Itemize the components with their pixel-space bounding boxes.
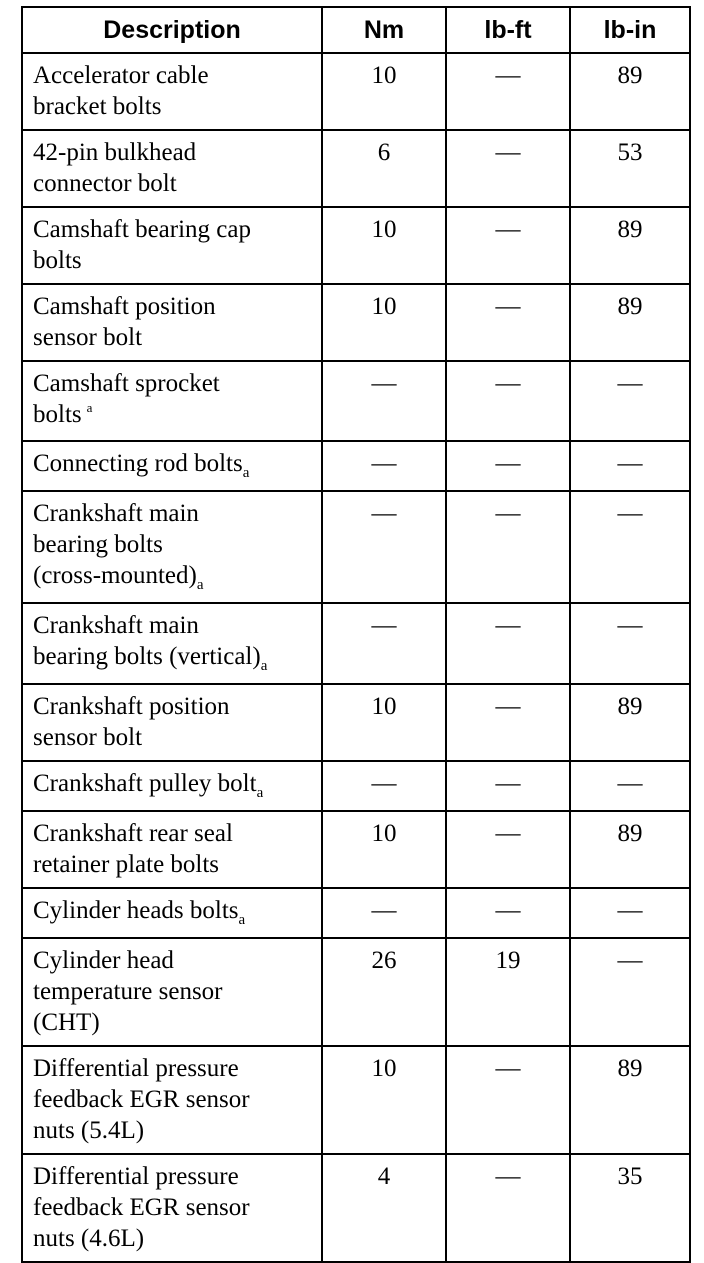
description-cell xyxy=(22,761,322,811)
table-row xyxy=(22,130,690,207)
nm-cell: — xyxy=(322,441,446,491)
description-line: Crankshaft rear seal xyxy=(33,820,233,847)
nm-cell: — xyxy=(322,888,446,938)
description-cell xyxy=(22,284,322,361)
lb-in-cell: 89 xyxy=(570,1046,690,1154)
lb-ft-cell: 19 xyxy=(446,938,570,1046)
table-row xyxy=(22,938,690,1046)
lb-in-cell: — xyxy=(570,361,690,441)
table-row xyxy=(22,888,690,938)
footnote-marker: a xyxy=(238,912,246,928)
header-lb-in: lb-in xyxy=(570,7,690,53)
footnote-marker: a xyxy=(256,785,264,801)
nm-cell: — xyxy=(322,361,446,441)
description-line: sensor bolt xyxy=(33,324,143,351)
table-row xyxy=(22,53,690,130)
lb-ft-cell: — xyxy=(446,761,570,811)
nm-cell: 4 xyxy=(322,1154,446,1262)
lb-ft-cell: — xyxy=(446,1046,570,1154)
table-row xyxy=(22,284,690,361)
description-line: feedback EGR sensor xyxy=(33,1086,250,1113)
lb-ft-cell: — xyxy=(446,130,570,207)
description-line: Cylinder head xyxy=(33,947,174,974)
description-line: Cylinder heads bolts xyxy=(33,897,239,924)
description-line: bolts xyxy=(33,247,82,274)
description-cell xyxy=(22,1154,322,1262)
description-line: Camshaft bearing cap xyxy=(33,216,251,243)
description-line: Differential pressure xyxy=(33,1163,239,1190)
description-cell xyxy=(22,130,322,207)
description-line: Crankshaft pulley bolt xyxy=(33,770,257,797)
description-line: sensor bolt xyxy=(33,724,143,751)
lb-ft-cell: — xyxy=(446,441,570,491)
torque-spec-table xyxy=(21,6,691,1263)
lb-in-cell: — xyxy=(570,938,690,1046)
lb-ft-cell: — xyxy=(446,811,570,888)
description-line: (cross-mounted) xyxy=(33,562,197,589)
lb-ft-cell: — xyxy=(446,684,570,761)
description-cell xyxy=(22,491,322,603)
lb-ft-cell: — xyxy=(446,207,570,284)
description-line: bolts xyxy=(33,401,82,428)
lb-in-cell: 89 xyxy=(570,207,690,284)
table-header-row xyxy=(22,7,690,53)
description-cell xyxy=(22,1046,322,1154)
description-line: temperature sensor xyxy=(33,978,223,1005)
description-cell xyxy=(22,603,322,684)
nm-cell: 10 xyxy=(322,207,446,284)
footnote-marker: a xyxy=(196,577,204,593)
description-line: retainer plate bolts xyxy=(33,851,220,878)
table-row xyxy=(22,684,690,761)
lb-in-cell: 89 xyxy=(570,284,690,361)
table-row xyxy=(22,441,690,491)
lb-in-cell: 89 xyxy=(570,684,690,761)
description-line: Differential pressure xyxy=(33,1055,239,1082)
table-row xyxy=(22,1046,690,1154)
lb-in-cell: — xyxy=(570,761,690,811)
lb-in-cell: 89 xyxy=(570,811,690,888)
lb-in-cell: — xyxy=(570,603,690,684)
description-cell xyxy=(22,684,322,761)
lb-ft-cell: — xyxy=(446,361,570,441)
lb-ft-cell: — xyxy=(446,1154,570,1262)
lb-in-cell: 35 xyxy=(570,1154,690,1262)
description-line: Connecting rod bolts xyxy=(33,450,243,477)
description-line: 42-pin bulkhead xyxy=(33,139,197,166)
description-line: bearing bolts xyxy=(33,531,163,558)
table-row xyxy=(22,361,690,441)
nm-cell: 26 xyxy=(322,938,446,1046)
footnote-marker: a xyxy=(260,658,268,674)
footnote-marker: a xyxy=(242,465,250,481)
nm-cell: — xyxy=(322,603,446,684)
table-row xyxy=(22,603,690,684)
lb-in-cell: — xyxy=(570,491,690,603)
torque-spec-table-container xyxy=(21,6,689,1263)
lb-ft-cell: — xyxy=(446,491,570,603)
header-nm: Nm xyxy=(322,7,446,53)
description-cell xyxy=(22,361,322,441)
nm-cell: 6 xyxy=(322,130,446,207)
description-line: bearing bolts (vertical) xyxy=(33,643,261,670)
nm-cell: 10 xyxy=(322,53,446,130)
description-line: nuts (5.4L) xyxy=(33,1117,145,1144)
description-cell xyxy=(22,53,322,130)
description-line: Crankshaft main xyxy=(33,500,199,527)
description-line: Camshaft sprocket xyxy=(33,370,220,397)
description-cell xyxy=(22,888,322,938)
table-row xyxy=(22,811,690,888)
nm-cell: 10 xyxy=(322,284,446,361)
table-row xyxy=(22,491,690,603)
description-cell xyxy=(22,938,322,1046)
table-row xyxy=(22,207,690,284)
nm-cell: 10 xyxy=(322,1046,446,1154)
description-line: Crankshaft position xyxy=(33,693,230,720)
description-cell xyxy=(22,811,322,888)
description-line: Camshaft position xyxy=(33,293,216,320)
header-description: Description xyxy=(22,7,322,53)
nm-cell: — xyxy=(322,761,446,811)
footnote-marker: a xyxy=(86,400,93,415)
description-cell xyxy=(22,207,322,284)
lb-in-cell: — xyxy=(570,441,690,491)
lb-in-cell: — xyxy=(570,888,690,938)
table-row xyxy=(22,761,690,811)
lb-ft-cell: — xyxy=(446,284,570,361)
table-row xyxy=(22,1154,690,1262)
lb-ft-cell: — xyxy=(446,53,570,130)
lb-in-cell: 89 xyxy=(570,53,690,130)
description-line: connector bolt xyxy=(33,170,177,197)
nm-cell: 10 xyxy=(322,811,446,888)
lb-ft-cell: — xyxy=(446,603,570,684)
description-line: Crankshaft main xyxy=(33,612,199,639)
description-line: bracket bolts xyxy=(33,93,162,120)
description-line: nuts (4.6L) xyxy=(33,1225,145,1252)
nm-cell: — xyxy=(322,491,446,603)
lb-ft-cell: — xyxy=(446,888,570,938)
table-body xyxy=(22,53,690,1262)
description-cell xyxy=(22,441,322,491)
description-line: Accelerator cable xyxy=(33,62,209,89)
lb-in-cell: 53 xyxy=(570,130,690,207)
description-line: feedback EGR sensor xyxy=(33,1194,250,1221)
nm-cell: 10 xyxy=(322,684,446,761)
description-line: (CHT) xyxy=(33,1009,100,1036)
header-lb-ft: lb-ft xyxy=(446,7,570,53)
